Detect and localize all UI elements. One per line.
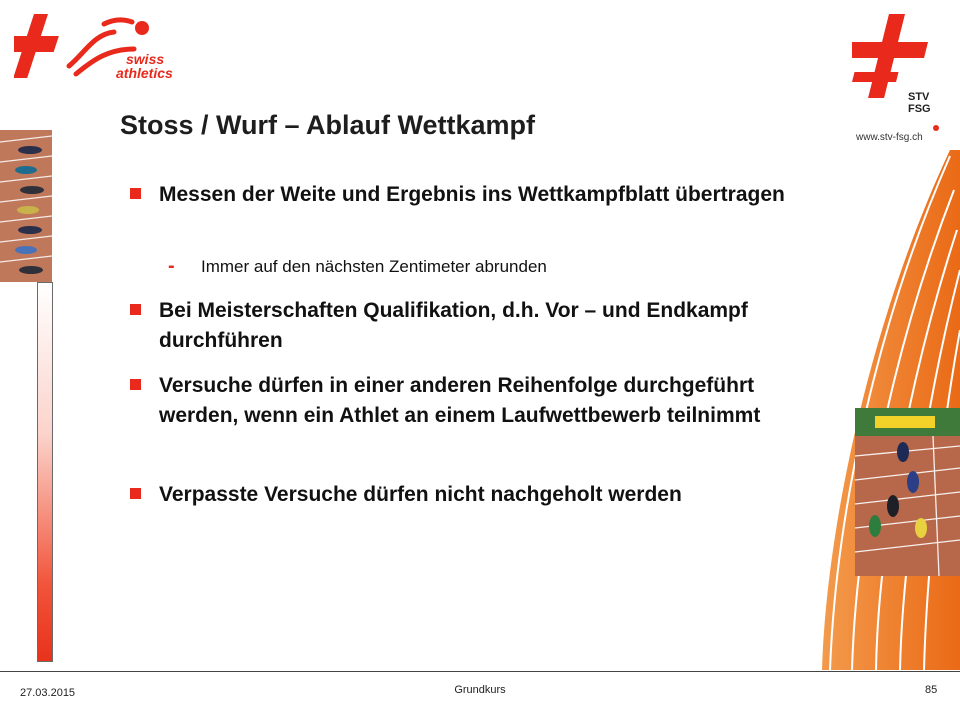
footer-title: Grundkurs bbox=[454, 684, 506, 696]
dash-bullet-icon: - bbox=[168, 255, 175, 277]
logo-left-line2: athletics bbox=[116, 65, 173, 81]
page-number: 85 bbox=[925, 684, 938, 696]
logo-left-line1: swiss bbox=[126, 51, 165, 67]
logo-right-line2: FSG bbox=[908, 103, 931, 115]
footer-divider bbox=[0, 671, 960, 672]
bullet-text: Messen der Weite und Ergebnis ins Wettkampfblatt übertragen bbox=[159, 183, 785, 206]
red-square-bullet-icon bbox=[130, 379, 141, 390]
logo-right-url: www.stv-fsg.ch bbox=[856, 132, 923, 143]
bullet-item bbox=[130, 296, 800, 356]
footer-date: 27.03.2015 bbox=[20, 687, 76, 699]
bullet-item bbox=[130, 180, 800, 210]
left-gradient-bar bbox=[37, 282, 53, 662]
stv-fsg-logo bbox=[852, 10, 944, 150]
bullet-text: Verpasste Versuche dürfen nicht nachgeholt werden bbox=[159, 483, 682, 506]
slide-title: Stoss / Wurf – Ablauf Wettkampf bbox=[120, 110, 536, 140]
sub-bullet-item bbox=[168, 255, 788, 279]
red-square-bullet-icon bbox=[130, 304, 141, 315]
red-square-bullet-icon bbox=[130, 188, 141, 199]
logo-right-line1: STV bbox=[908, 91, 930, 103]
bullet-text: Bei Meisterschaften Qualifikation, d.h. Vor – und Endkampf durchführen bbox=[159, 299, 748, 352]
sprint-start-photo bbox=[0, 130, 52, 282]
swiss-athletics-logo bbox=[14, 14, 184, 84]
bullet-item bbox=[130, 480, 800, 510]
red-square-bullet-icon bbox=[130, 488, 141, 499]
bullet-item bbox=[130, 371, 800, 431]
finish-line-photo bbox=[855, 408, 960, 576]
bullet-text: Versuche dürfen in einer anderen Reihenfolge durchgeführt werden, wenn ein Athlet an einem Laufwettbewerb teilnimmt bbox=[159, 374, 761, 427]
sub-bullet-text: Immer auf den nächsten Zentimeter abrunden bbox=[201, 257, 547, 276]
